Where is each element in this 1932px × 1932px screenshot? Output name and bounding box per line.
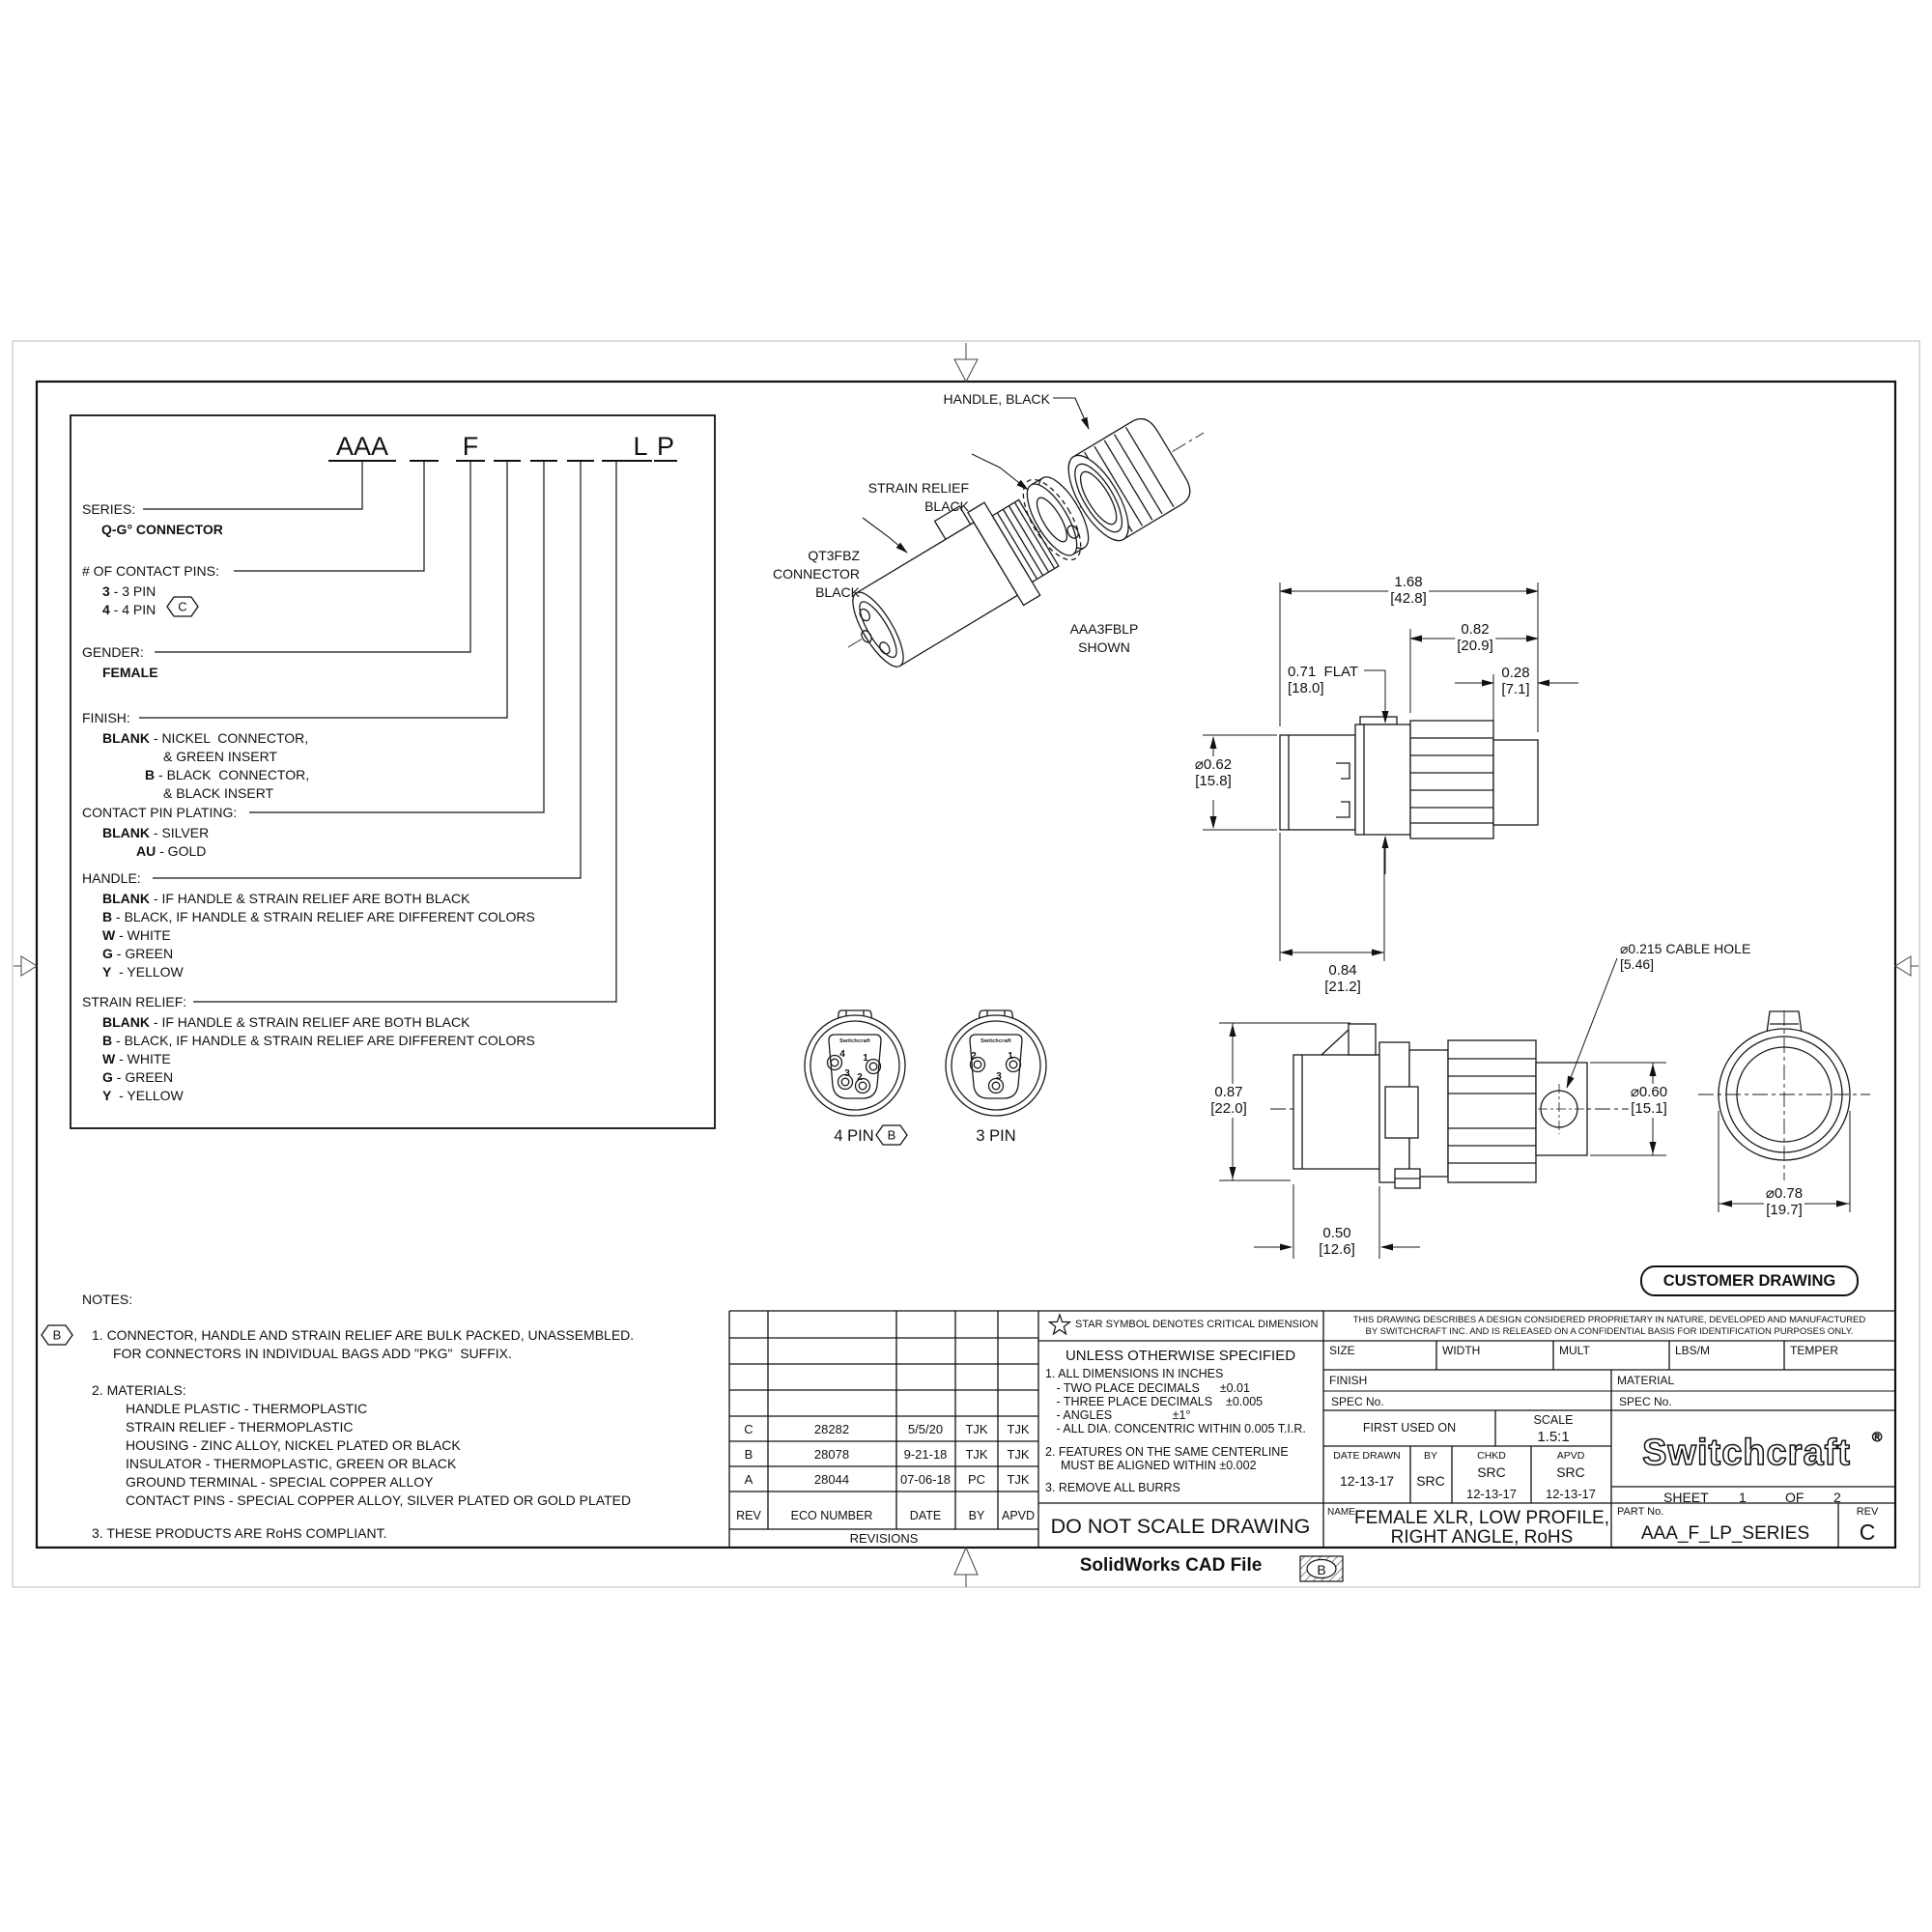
- tolerance-line: 3. REMOVE ALL BURRS: [1045, 1481, 1180, 1494]
- by-value: SRC: [1416, 1473, 1445, 1489]
- partcode-slot-pins: [410, 431, 439, 462]
- cad-file-footer: SolidWorks CAD File: [1079, 1555, 1263, 1576]
- customer-drawing-stamp: CUSTOMER DRAWING: [1640, 1265, 1859, 1296]
- revisions-footer: REVISIONS: [849, 1531, 919, 1546]
- flag-letter-c: C: [178, 599, 187, 614]
- rev-label: REV: [1856, 1506, 1879, 1518]
- rev-row-date: 07-06-18: [899, 1472, 952, 1487]
- strain-option-g: G - GREEN: [102, 1069, 174, 1085]
- note-1-line-1: 1. CONNECTOR, HANDLE AND STRAIN RELIEF ARE BULK PACKED, UNASSEMBLED.: [92, 1327, 635, 1343]
- material-line: INSULATOR - THERMOPLASTIC, GREEN OR BLACK: [126, 1456, 457, 1471]
- rev-row-rev: C: [744, 1422, 753, 1436]
- pin-number: 1: [1008, 1051, 1013, 1062]
- name-label: NAME: [1327, 1507, 1355, 1518]
- dim-handle-length: 0.82 [20.9]: [1457, 621, 1493, 655]
- material-line: HANDLE PLASTIC - THERMOPLASTIC: [126, 1401, 368, 1416]
- partcode-suffix-p: P: [654, 431, 677, 462]
- rear-view: [1698, 1010, 1870, 1212]
- rev-row-eco: 28078: [813, 1447, 850, 1462]
- chkd-value: SRC: [1477, 1464, 1506, 1480]
- apvd-label: APVD: [1556, 1450, 1585, 1462]
- critical-flag-b-icon: [875, 1124, 908, 1146]
- material-spec-label: SPEC No.: [1619, 1395, 1672, 1408]
- proprietary-line-2: BY SWITCHCRAFT INC. AND IS RELEASED ON A CONFIDENTIAL BASIS FOR IDENTIFICATION PURPOSES ONLY.: [1365, 1326, 1854, 1337]
- unless-otherwise-title: UNLESS OTHERWISE SPECIFIED: [1065, 1348, 1296, 1364]
- finish-spec-label: SPEC No.: [1331, 1395, 1384, 1408]
- handle-black-label: HANDLE, BLACK: [943, 391, 1050, 407]
- rev-header-by: BY: [968, 1509, 985, 1522]
- side-view-bottom: [1219, 958, 1666, 1259]
- part-no-label: PART No.: [1617, 1506, 1664, 1518]
- material-line: HOUSING - ZINC ALLOY, NICKEL PLATED OR BLACK: [126, 1437, 461, 1453]
- logo-registered-icon: ®: [1872, 1429, 1883, 1444]
- shown-model-label: AAA3FBLP SHOWN: [1069, 621, 1139, 655]
- apvd-date: 12-13-17: [1545, 1487, 1597, 1501]
- strain-relief-black-label: STRAIN RELIEF BLACK: [867, 480, 969, 514]
- plating-option-au: AU - GOLD: [136, 843, 207, 859]
- gender-value: FEMALE: [102, 665, 158, 680]
- handle-option-g: G - GREEN: [102, 946, 174, 961]
- width-label: WIDTH: [1442, 1344, 1481, 1357]
- flag-letter-b: B: [52, 1327, 62, 1343]
- tolerance-line: - ALL DIA. CONCENTRIC WITHIN 0.005 T.I.R.: [1053, 1422, 1306, 1435]
- partcode-slot-strain: [602, 431, 631, 462]
- series-value: Q-G° CONNECTOR: [101, 522, 223, 537]
- pin-number: 4: [839, 1049, 845, 1060]
- by-label: BY: [1423, 1450, 1438, 1462]
- contact-pins-label: # OF CONTACT PINS:: [82, 563, 219, 579]
- logo-text: Switchcraft: [1642, 1433, 1851, 1473]
- pin-number: 2: [971, 1051, 977, 1062]
- rev-row-eco: 28044: [813, 1472, 850, 1487]
- tolerance-line: - ANGLES ±1°: [1053, 1408, 1191, 1422]
- tolerance-line: - THREE PLACE DECIMALS ±0.005: [1053, 1395, 1264, 1408]
- scale-value: 1.5:1: [1537, 1429, 1570, 1445]
- partcode-slot-finish: [494, 431, 521, 462]
- notes-title: NOTES:: [82, 1292, 133, 1307]
- title-block-grid: [729, 1311, 1896, 1547]
- dim-tail-diameter: ⌀0.60 [15.1]: [1630, 1084, 1668, 1118]
- pin-number: 3: [844, 1068, 850, 1079]
- material-line: GROUND TERMINAL - SPECIAL COPPER ALLOY: [126, 1474, 434, 1490]
- qt3fbz-connector-label: QT3FBZ CONNECTOR BLACK: [773, 548, 860, 600]
- rev-row-date: 9-21-18: [903, 1447, 948, 1462]
- rev-header-eco: ECO NUMBER: [790, 1509, 873, 1522]
- rev-row-by: TJK: [965, 1422, 988, 1436]
- apvd-value: SRC: [1556, 1464, 1585, 1480]
- partcode-suffix-l: L: [629, 431, 652, 462]
- finish-option-b: B - BLACK CONNECTOR,: [145, 767, 310, 782]
- plating-option-blank: BLANK - SILVER: [102, 825, 210, 840]
- material-line: STRAIN RELIEF - THERMOPLASTIC: [126, 1419, 354, 1435]
- lbsm-label: LBS/M: [1675, 1344, 1711, 1357]
- gender-label: GENDER:: [82, 644, 144, 660]
- note-flag-b-icon: [41, 1324, 73, 1346]
- pins-option-3: 3 - 3 PIN: [102, 583, 156, 599]
- material-line: CONTACT PINS - SPECIAL COPPER ALLOY, SILVER PLATED OR GOLD PLATED: [126, 1492, 632, 1508]
- dim-flat: 0.71 FLAT [18.0]: [1288, 664, 1359, 697]
- series-label: SERIES:: [82, 501, 136, 517]
- part-name-line-2: RIGHT ANGLE, RoHS: [1390, 1527, 1574, 1548]
- note-2-title: 2. MATERIALS:: [92, 1382, 186, 1398]
- partcode-slot-handle: [567, 431, 594, 462]
- rev-row-by: TJK: [965, 1447, 988, 1462]
- sheet-total: 2: [1833, 1490, 1841, 1505]
- side-view-top: [1203, 582, 1578, 961]
- finish-option-blank: BLANK - NICKEL CONNECTOR,: [102, 730, 309, 746]
- rev-value: C: [1859, 1520, 1876, 1545]
- rev-row-apvd: TJK: [1007, 1472, 1030, 1487]
- footer-flag-letter: B: [1317, 1562, 1326, 1577]
- sheet-of-label: OF: [1785, 1490, 1804, 1505]
- proprietary-line-1: THIS DRAWING DESCRIBES A DESIGN CONSIDERED PROPRIETARY IN NATURE, DEVELOPED AND MANUFACTURED: [1352, 1315, 1866, 1325]
- date-drawn-label: DATE DRAWN: [1333, 1450, 1401, 1462]
- chkd-date: 12-13-17: [1465, 1487, 1518, 1501]
- tolerance-line: 2. FEATURES ON THE SAME CENTERLINE: [1045, 1445, 1289, 1459]
- handle-option-blank: BLANK - IF HANDLE & STRAIN RELIEF ARE BOTH BLACK: [102, 891, 470, 906]
- pin-number: 2: [857, 1072, 863, 1083]
- temper-label: TEMPER: [1790, 1344, 1839, 1357]
- star-note: STAR SYMBOL DENOTES CRITICAL DIMENSION: [1075, 1319, 1319, 1330]
- rev-row-apvd: TJK: [1007, 1422, 1030, 1436]
- tolerance-line: MUST BE ALIGNED WITHIN ±0.002: [1061, 1459, 1257, 1472]
- four-pin-view: [805, 1010, 905, 1116]
- three-pin-brand-text: Switchcraft: [980, 1038, 1011, 1044]
- strain-option-y: Y - YELLOW: [102, 1088, 184, 1103]
- do-not-scale-note: DO NOT SCALE DRAWING: [1050, 1515, 1311, 1538]
- dim-tail-length: 0.28 [7.1]: [1501, 665, 1530, 698]
- dim-rear-diameter: ⌀0.78 [19.7]: [1765, 1185, 1804, 1219]
- rev-header-date: DATE: [909, 1509, 942, 1522]
- handle-option-b: B - BLACK, IF HANDLE & STRAIN RELIEF ARE DIFFERENT COLORS: [102, 909, 535, 924]
- strain-option-blank: BLANK - IF HANDLE & STRAIN RELIEF ARE BOTH BLACK: [102, 1014, 470, 1030]
- three-pin-label: 3 PIN: [976, 1127, 1016, 1145]
- dim-body-length: 0.84 [21.2]: [1324, 962, 1361, 996]
- strain-option-b: B - BLACK, IF HANDLE & STRAIN RELIEF ARE DIFFERENT COLORS: [102, 1033, 535, 1048]
- four-pin-brand-text: Switchcraft: [839, 1038, 870, 1044]
- pin-number: 1: [863, 1053, 868, 1064]
- strain-option-w: W - WHITE: [102, 1051, 171, 1066]
- scale-label: SCALE: [1533, 1413, 1574, 1427]
- rev-row-eco: 28282: [813, 1422, 850, 1436]
- tolerance-line: - TWO PLACE DECIMALS ±0.01: [1053, 1381, 1250, 1395]
- three-pin-view: [946, 1010, 1046, 1116]
- star-icon: [1050, 1315, 1070, 1334]
- tolerance-line: 1. ALL DIMENSIONS IN INCHES: [1045, 1367, 1224, 1380]
- handle-label: HANDLE:: [82, 870, 141, 886]
- material-field-label: MATERIAL: [1617, 1374, 1675, 1387]
- strain-relief-label: STRAIN RELIEF:: [82, 994, 187, 1009]
- handle-option-w: W - WHITE: [102, 927, 171, 943]
- rev-row-by: PC: [967, 1472, 986, 1487]
- finish-option-blank-2: & GREEN INSERT: [163, 749, 277, 764]
- first-used-on-label: FIRST USED ON: [1362, 1421, 1457, 1435]
- rev-header-apvd: APVD: [1001, 1509, 1036, 1522]
- partcode-series: AAA: [328, 431, 396, 462]
- dim-body-diameter: ⌀0.62 [15.8]: [1194, 756, 1233, 790]
- note-1-line-2: FOR CONNECTORS IN INDIVIDUAL BAGS ADD "PKG" SUFFIX.: [113, 1346, 512, 1361]
- handle-option-y: Y - YELLOW: [102, 964, 184, 980]
- part-no-value: AAA_F_LP_SERIES: [1640, 1523, 1810, 1544]
- rev-row-apvd: TJK: [1007, 1447, 1030, 1462]
- rev-row-rev: A: [744, 1472, 753, 1487]
- chkd-label: CHKD: [1477, 1450, 1506, 1462]
- pins-option-4: 4 - 4 PIN: [102, 602, 156, 617]
- partcode-gender: F: [456, 431, 485, 462]
- rev-header-rev: REV: [736, 1509, 761, 1522]
- flag-letter-b: B: [887, 1127, 896, 1143]
- dim-cable-hole: ⌀0.215 CABLE HOLE [5.46]: [1620, 941, 1751, 973]
- finish-option-b-2: & BLACK INSERT: [163, 785, 274, 801]
- sheet-number: 1: [1739, 1490, 1747, 1505]
- critical-flag-c-icon: [166, 596, 199, 617]
- dim-front-length: 0.50 [12.6]: [1319, 1225, 1355, 1259]
- four-pin-label: 4 PIN: [834, 1127, 874, 1145]
- note-3: 3. THESE PRODUCTS ARE RoHS COMPLIANT.: [92, 1525, 387, 1541]
- date-drawn-value: 12-13-17: [1339, 1473, 1395, 1489]
- dim-overall-length: 1.68 [42.8]: [1390, 574, 1427, 608]
- mult-label: MULT: [1559, 1344, 1590, 1357]
- part-name-line-1: FEMALE XLR, LOW PROFILE,: [1354, 1508, 1609, 1528]
- pin-number: 3: [996, 1071, 1002, 1082]
- rev-row-rev: B: [744, 1447, 753, 1462]
- partcode-slot-plating: [530, 431, 557, 462]
- size-label: SIZE: [1329, 1344, 1355, 1357]
- sheet-label: SHEET: [1663, 1490, 1709, 1505]
- dim-body-height: 0.87 [22.0]: [1210, 1084, 1247, 1118]
- plating-label: CONTACT PIN PLATING:: [82, 805, 238, 820]
- switchcraft-logo: [1642, 1429, 1883, 1473]
- finish-label: FINISH:: [82, 710, 130, 725]
- rev-row-date: 5/5/20: [907, 1422, 944, 1436]
- finish-field-label: FINISH: [1329, 1374, 1368, 1387]
